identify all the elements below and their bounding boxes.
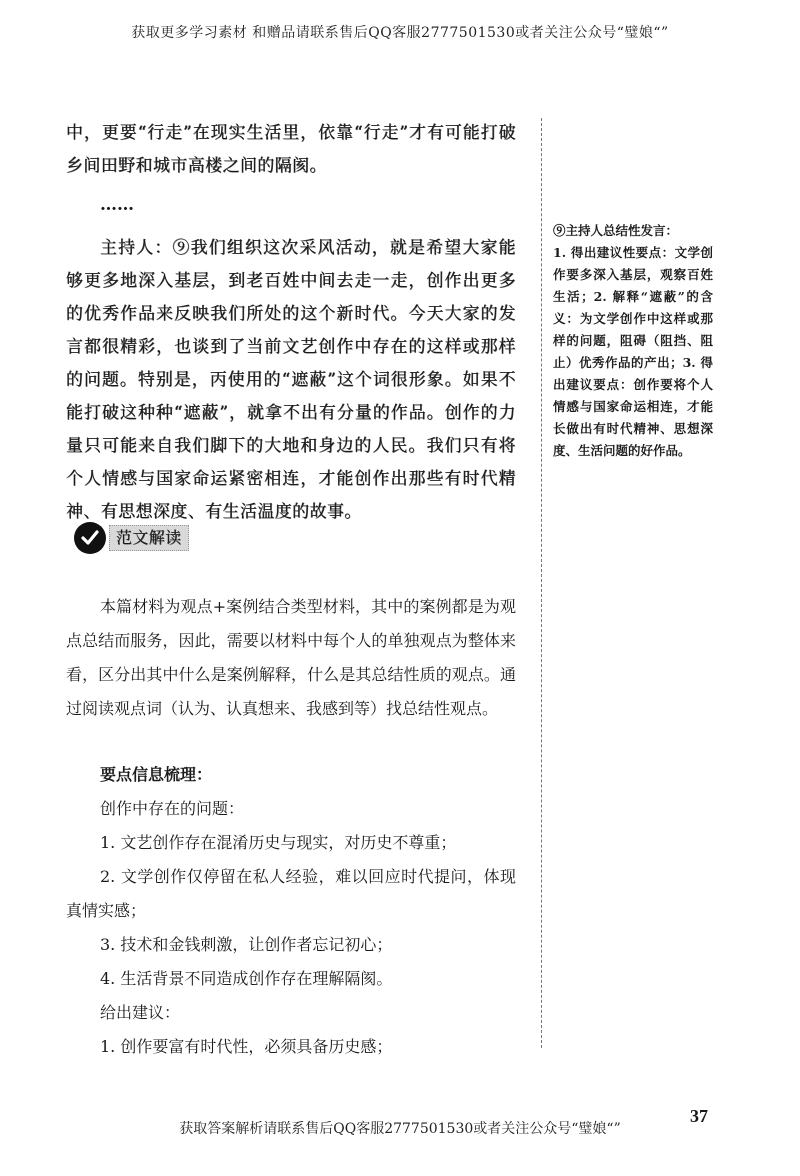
section-heading [74, 521, 189, 555]
paragraph-host-summary: 主持人：⑨我们组织这次采风活动，就是希望大家能够更多地深入基层，到老百姓中间去走一走，创作出更多的优秀作品来反映我们所处的这个新时代。今天大家的发言都很精彩，也谈到了当前文艺创作中存在的这样或那样的问题。特别是，丙使用的“遮蔽”这个词很形象。如果不能打破这种种“遮蔽”，就拿不出有分量的作品。创作的力量只可能来自我们脚下的大地和身边的人民。我们只有将个人情感与国家命运紧密相连，才能创作出那些有时代精神、有思想深度、有生活温度的故事。 [66, 238, 516, 522]
analysis-block [66, 590, 516, 1064]
problems-title: 创作中存在的问题： [100, 799, 245, 818]
main-text-block [66, 117, 516, 529]
checkmark-icon [74, 522, 106, 554]
annotation-body: 1. 得出建议性要点：文学创作要多深入基层，观察百姓生活；2. 解释“遮蔽”的含义：为文学创作中这样或那样的问题，阻碍（阻挡、阻止）优秀作品的产出；3. 得出建议要点：创作要将个人情感与国家命运相连，才能长做出有时代精神、思想深度、生活问题的好作品。 [553, 245, 713, 458]
analysis-intro: 本篇材料为观点+案例结合类型材料，其中的案例都是为观点总结而服务，因此，需要以材料中每个人的单独观点为整体来看，区分出其中什么是案例解释，什么是其总结性质的观点。通过阅读观点词（认为、认真想来、我感到等）找总结性观点。 [66, 597, 516, 718]
suggestions-title: 给出建议： [100, 1003, 181, 1022]
key-points-title: 要点信息梳理： [100, 765, 213, 784]
margin-annotation [553, 220, 713, 462]
page-number: 37 [690, 1106, 708, 1126]
annotation-title: ⑨主持人总结性发言： [553, 223, 679, 238]
problem-item: 4. 生活背景不同造成创作存在理解隔阂。 [100, 969, 393, 988]
section-title: 范文解读 [109, 525, 189, 551]
column-divider [541, 118, 542, 1048]
suggestion-item: 1. 创作要富有时代性，必须具备历史感； [100, 1037, 393, 1056]
paragraph-continuation: 中，更要“行走”在现实生活里，依靠“行走”才有可能打破乡间田野和城市高楼之间的隔阂。 [66, 123, 516, 176]
problem-item: 1. 文艺创作存在混淆历史与现实，对历史不尊重； [100, 833, 457, 852]
ellipsis: …… [100, 195, 134, 215]
footer-promo-note: 获取答案解析请联系售后QQ客服2777501530或者关注公众号“璧娘“” [179, 1121, 621, 1137]
header-promo-note: 获取更多学习素材 和赠品请联系售后QQ客服2777501530或者关注公众号“璧娘“” [131, 25, 669, 41]
problem-item: 3. 技术和金钱刺激，让创作者忘记初心； [100, 935, 393, 954]
problem-item: 2. 文学创作仅停留在私人经验，难以回应时代提问，体现真情实感； [66, 867, 516, 920]
